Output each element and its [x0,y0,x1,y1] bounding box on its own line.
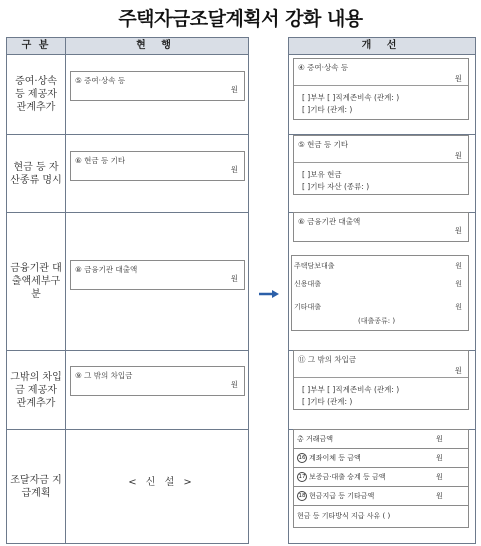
category-loan: 금융기관 대출액세부구분 [10,263,62,300]
unit-won: 원 [454,74,462,83]
other-relation-checkbox: [ ]기타 (관계: ) [302,105,353,114]
improved-cash-box [293,135,469,195]
box-label: ⑨ 그 밖의 차입금 [75,371,133,380]
box-label: ⑤ 현금 등 기타 [298,140,349,149]
unit-won: 원 [454,151,462,160]
relation-checkboxes: [ ]부부 [ ]직계존비속 (관계: ) [302,385,400,394]
circled-number: 16 [298,455,306,461]
circled-number: 18 [298,493,306,499]
divider [294,85,468,86]
box-label: ④ 증여·상속 등 [298,63,349,72]
unit-won: 원 [230,380,238,389]
header-category: 구 분 [7,38,65,55]
improved-other-box [293,350,469,410]
current-loan-box [70,260,245,290]
header-improved: 개 선 [289,38,475,55]
cash-checkbox: [ ]보유 현금 [302,170,342,179]
loan-breakdown-table: 주택담보대출 원 신용대출 원 기타대출 원 (대출종류: ) [291,255,469,331]
box-label: ⑥ 현금 등 기타 [75,156,126,165]
box-label: ⑤ 증여·상속 등 [75,76,126,85]
category-cash: 현금 등 자산종류 명시 [10,161,62,186]
current-panel [6,37,249,544]
arrow-right-icon [258,289,280,299]
improved-loan-box [293,212,469,242]
unit-won: 원 [230,85,238,94]
box-label: ⑥ 금융기관 대출액 [298,217,361,226]
payment-row: 18 현금지급 등 기타금액 원 [294,487,468,506]
box-label: ⑪ 그 밖의 차입금 [298,355,357,364]
box-label: ⑧ 금융기관 대출액 [75,265,138,274]
category-other-borrowing: 그밖의 차입금 제공자 관계추가 [10,371,62,409]
current-other-box [70,366,245,396]
new-item-text: < 신 설 > [128,477,195,488]
divider [294,377,468,378]
payment-row: 현금 등 기타방식 지급 사유 ( ) [297,512,391,520]
circled-number: 17 [298,474,306,480]
unit-won: 원 [454,366,462,375]
other-relation-checkbox: [ ]기타 (관계: ) [302,397,353,406]
column-divider [65,38,66,543]
payment-plan-table [293,429,469,528]
category-gift: 증여·상속 등 제공자 관계추가 [15,76,57,113]
current-cash-box [70,151,245,181]
current-gift-box [70,71,245,101]
other-asset-checkbox: [ ]기타 자산 (종류: ) [302,182,370,191]
payment-row: 16 계좌이체 등 금액 원 [294,449,468,468]
page-title: 주택자금조달계획서 강화 내용 [118,8,363,30]
relation-checkboxes: [ ]부부 [ ]직계존비속 (관계: ) [302,93,400,102]
header-current: 현 행 [65,38,248,55]
payment-row: 17 보증금·대출 승계 등 금액 원 [294,468,468,487]
unit-won: 원 [230,274,238,283]
category-payment-plan: 조달자금 지급계획 [10,474,62,499]
payment-row: 총 거래금액 원 [294,430,468,449]
improved-gift-box [293,58,469,120]
unit-won: 원 [230,165,238,174]
divider [294,162,468,163]
unit-won: 원 [454,226,462,235]
